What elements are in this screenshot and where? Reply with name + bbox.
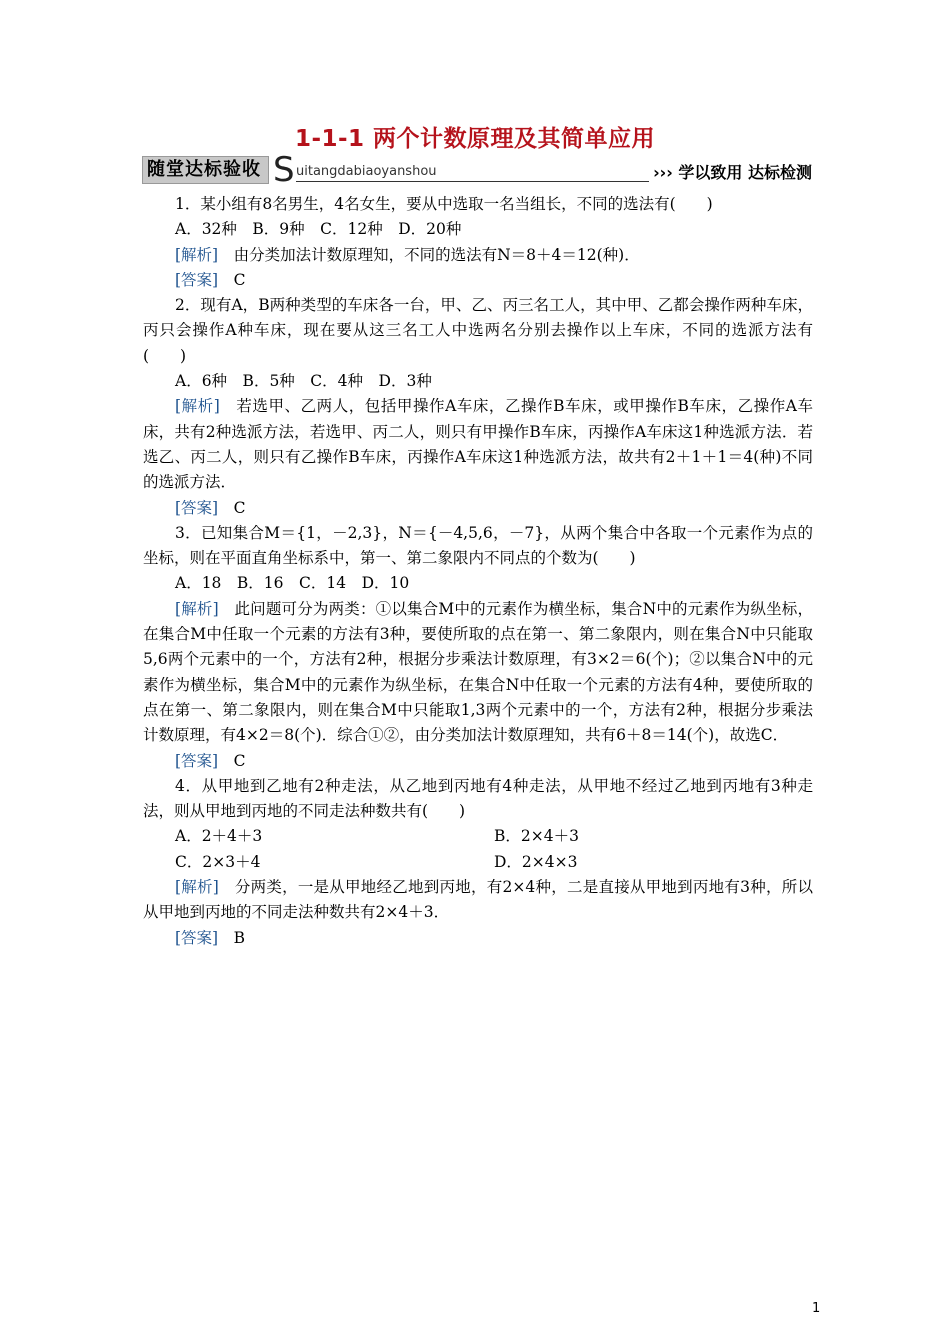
analysis-tag: [解析] (175, 397, 220, 416)
question-4-answer (143, 926, 813, 951)
answer-text: C (218, 270, 246, 289)
question-4-stem: 4．从甲地到乙地有2种走法，从乙地到丙地有4种走法，从甲地不经过乙地到丙地有3种走法，则从甲地到丙地的不同走法种数共有( ) (143, 776, 813, 821)
question-2-stem: 2．现有A，B两种类型的车床各一台，甲、乙、丙三名工人，其中甲、乙都会操作两种车床，丙只会操作A种车床，现在要从这三名工人中选两名分别去操作以上车床，不同的选派方法有( ) (143, 296, 813, 365)
analysis-text: 若选甲、乙两人，包括甲操作A车床，乙操作B车床，或甲操作B车床，乙操作A车床，共有2种选派方法，若选甲、丙二人，则只有甲操作B车床，丙操作A车床这1种选派方法．若选乙、丙二人，则只有乙操作B车床，丙操作A车床这1种选派方法，故共有2＋1＋1＝4(种)不同的选派方法． (143, 397, 813, 492)
question-1-answer (143, 268, 813, 293)
answer-text: B (218, 928, 245, 947)
analysis-tag: [解析] (175, 878, 219, 897)
banner-s-letter: S (273, 150, 295, 190)
answer-tag: [答案] (175, 270, 219, 289)
banner-right-text: ››› 学以致用 达标检测 (649, 160, 812, 183)
question-3-options: A．18 B．16 C．14 D．10 (175, 574, 410, 593)
question-4-options-row-1 (143, 824, 813, 849)
analysis-tag: [解析] (175, 599, 219, 618)
answer-tag: [答案] (175, 751, 219, 770)
question-2-analysis (143, 394, 813, 495)
option-d: D．2×4×3 (494, 852, 578, 871)
question-3-stem: 3．已知集合M＝{1，－2,3}，N＝{－4,5,6，－7}，从两个集合中各取一个元素作为点的坐标，则在平面直角坐标系中，第一、第二象限内不同点的个数为( ) (143, 523, 813, 568)
answer-tag: [答案] (175, 928, 219, 947)
option-a: A．2＋4＋3 (175, 827, 263, 846)
option-b: B．2×4＋3 (494, 827, 579, 846)
question-2-options: A．6种 B．5种 C．4种 D．3种 (175, 372, 432, 391)
question-3-analysis (143, 597, 813, 749)
analysis-text: 分两类，一是从甲地经乙地到丙地，有2×4种，二是直接从甲地到丙地有3种，所以从甲地到丙地的不同走法种数共有2×4＋3． (143, 878, 813, 922)
question-3-answer (143, 749, 813, 774)
page-number: 1 (812, 1301, 821, 1316)
answer-text: C (218, 498, 246, 517)
page-title: 1-1-1 两个计数原理及其简单应用 (294, 126, 656, 152)
question-1-stem: 1．某小组有8名男生，4名女生，要从中选取一名当组长，不同的选法有( ) (175, 195, 713, 213)
section-banner (142, 150, 812, 190)
answer-tag: [答案] (175, 498, 219, 517)
question-4-options-row-2 (143, 850, 813, 875)
question-1-options: A．32种 B．9种 C．12种 D．20种 (175, 220, 462, 239)
question-1-analysis (143, 243, 813, 268)
question-4-analysis (143, 875, 813, 926)
analysis-tag: [解析] (175, 245, 219, 264)
banner-label: 随堂达标验收 (142, 156, 269, 184)
questions-body (143, 192, 813, 951)
analysis-text: 由分类加法计数原理知，不同的选法有N＝8＋4＝12(种)． (218, 245, 640, 264)
answer-text: C (218, 751, 246, 770)
question-2-answer (143, 496, 813, 521)
banner-pinyin: uitangdabiaoyanshou (296, 164, 437, 179)
analysis-text: 此问题可分为两类：①以集合M中的元素作为横坐标，集合N中的元素作为纵坐标，在集合M中任取一个元素的方法有3种，要使所取的点在第一、第二象限内，则在集合N中只能取5,6两个元素中的一个，方法有2种，根据分步乘法计数原理，有3×2＝6(个)；②以集合N中的元素作为横坐标，集合M中的元素作为纵坐标，在集合N中任取一个元素的方法有4种，要使所取的点在第一、第二象限内，则在集合M中只能取1,3两个元素中的一个，方法有2种，根据分步乘法计数原理，有4×2＝8(个)．综合①②，由分类加法计数原理知，共有6＋8＝14(个)，故选C． (143, 599, 813, 745)
option-c: C．2×3＋4 (175, 852, 261, 871)
